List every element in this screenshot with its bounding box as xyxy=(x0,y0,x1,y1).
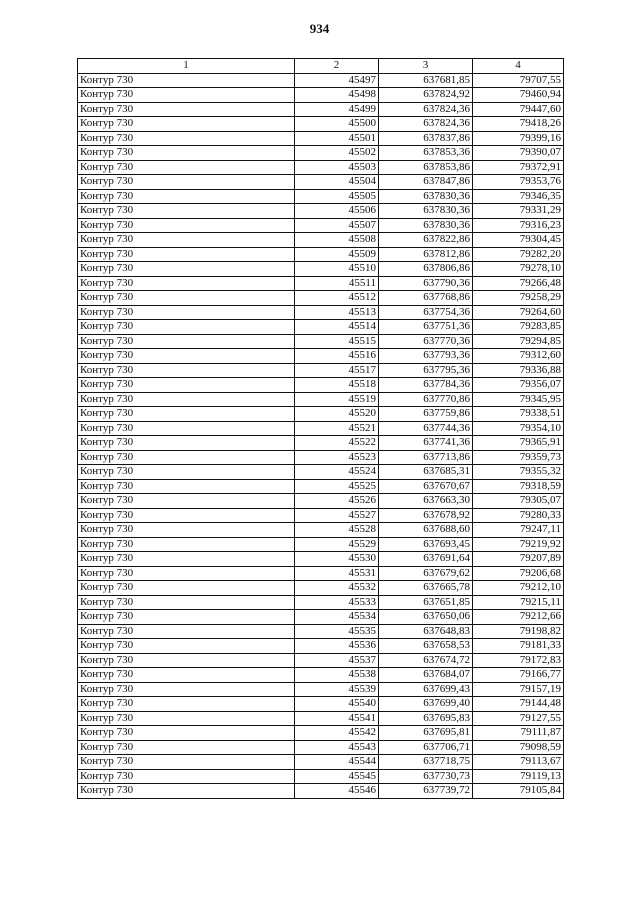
table-row xyxy=(78,291,564,306)
point-number-cell: 45504 xyxy=(295,175,379,190)
table-row xyxy=(78,276,564,291)
x-coordinate-cell: 637754,36 xyxy=(379,305,473,320)
table-row xyxy=(78,392,564,407)
contour-name-cell: Контур 730 xyxy=(78,305,295,320)
table-row xyxy=(78,421,564,436)
y-coordinate-cell: 79331,29 xyxy=(473,204,564,219)
x-coordinate-cell: 637679,62 xyxy=(379,566,473,581)
point-number-cell: 45510 xyxy=(295,262,379,277)
y-coordinate-cell: 79266,48 xyxy=(473,276,564,291)
y-coordinate-cell: 79172,83 xyxy=(473,653,564,668)
table-row xyxy=(78,726,564,741)
x-coordinate-cell: 637688,60 xyxy=(379,523,473,538)
contour-name-cell: Контур 730 xyxy=(78,233,295,248)
x-coordinate-cell: 637806,86 xyxy=(379,262,473,277)
x-coordinate-cell: 637830,36 xyxy=(379,189,473,204)
contour-name-cell: Контур 730 xyxy=(78,349,295,364)
x-coordinate-cell: 637691,64 xyxy=(379,552,473,567)
y-coordinate-cell: 79105,84 xyxy=(473,784,564,799)
y-coordinate-cell: 79157,19 xyxy=(473,682,564,697)
point-number-cell: 45520 xyxy=(295,407,379,422)
contour-name-cell: Контур 730 xyxy=(78,291,295,306)
point-number-cell: 45524 xyxy=(295,465,379,480)
table-row xyxy=(78,262,564,277)
point-number-cell: 45529 xyxy=(295,537,379,552)
x-coordinate-cell: 637741,36 xyxy=(379,436,473,451)
y-coordinate-cell: 79212,66 xyxy=(473,610,564,625)
y-coordinate-cell: 79447,60 xyxy=(473,102,564,117)
x-coordinate-cell: 637695,83 xyxy=(379,711,473,726)
y-coordinate-cell: 79390,07 xyxy=(473,146,564,161)
table-row xyxy=(78,494,564,509)
table-row xyxy=(78,566,564,581)
contour-name-cell: Контур 730 xyxy=(78,117,295,132)
contour-name-cell: Контур 730 xyxy=(78,334,295,349)
y-coordinate-cell: 79304,45 xyxy=(473,233,564,248)
x-coordinate-cell: 637650,06 xyxy=(379,610,473,625)
contour-name-cell: Контур 730 xyxy=(78,392,295,407)
contour-name-cell: Контур 730 xyxy=(78,566,295,581)
point-number-cell: 45534 xyxy=(295,610,379,625)
point-number-cell: 45519 xyxy=(295,392,379,407)
x-coordinate-cell: 637770,86 xyxy=(379,392,473,407)
contour-name-cell: Контур 730 xyxy=(78,653,295,668)
point-number-cell: 45506 xyxy=(295,204,379,219)
contour-name-cell: Контур 730 xyxy=(78,740,295,755)
table-row xyxy=(78,740,564,755)
point-number-cell: 45501 xyxy=(295,131,379,146)
table-row xyxy=(78,320,564,335)
y-coordinate-cell: 79365,91 xyxy=(473,436,564,451)
point-number-cell: 45505 xyxy=(295,189,379,204)
y-coordinate-cell: 79181,33 xyxy=(473,639,564,654)
x-coordinate-cell: 637853,36 xyxy=(379,146,473,161)
contour-name-cell: Контур 730 xyxy=(78,755,295,770)
y-coordinate-cell: 79460,94 xyxy=(473,88,564,103)
y-coordinate-cell: 79247,11 xyxy=(473,523,564,538)
contour-name-cell: Контур 730 xyxy=(78,73,295,88)
contour-name-cell: Контур 730 xyxy=(78,276,295,291)
point-number-cell: 45522 xyxy=(295,436,379,451)
table-row xyxy=(78,233,564,248)
contour-name-cell: Контур 730 xyxy=(78,450,295,465)
table-row xyxy=(78,363,564,378)
table-row xyxy=(78,160,564,175)
x-coordinate-cell: 637693,45 xyxy=(379,537,473,552)
y-coordinate-cell: 79318,59 xyxy=(473,479,564,494)
point-number-cell: 45543 xyxy=(295,740,379,755)
contour-name-cell: Контур 730 xyxy=(78,320,295,335)
table-row xyxy=(78,581,564,596)
x-coordinate-cell: 637837,86 xyxy=(379,131,473,146)
point-number-cell: 45527 xyxy=(295,508,379,523)
y-coordinate-cell: 79113,67 xyxy=(473,755,564,770)
x-coordinate-cell: 637674,72 xyxy=(379,653,473,668)
table-row xyxy=(78,204,564,219)
x-coordinate-cell: 637847,86 xyxy=(379,175,473,190)
point-number-cell: 45539 xyxy=(295,682,379,697)
table-row xyxy=(78,624,564,639)
y-coordinate-cell: 79215,11 xyxy=(473,595,564,610)
x-coordinate-cell: 637784,36 xyxy=(379,378,473,393)
contour-name-cell: Контур 730 xyxy=(78,668,295,683)
x-coordinate-cell: 637751,36 xyxy=(379,320,473,335)
table-row xyxy=(78,102,564,117)
y-coordinate-cell: 79206,68 xyxy=(473,566,564,581)
point-number-cell: 45536 xyxy=(295,639,379,654)
contour-name-cell: Контур 730 xyxy=(78,581,295,596)
y-coordinate-cell: 79219,92 xyxy=(473,537,564,552)
table-row xyxy=(78,189,564,204)
y-coordinate-cell: 79264,60 xyxy=(473,305,564,320)
contour-name-cell: Контур 730 xyxy=(78,465,295,480)
x-coordinate-cell: 637730,73 xyxy=(379,769,473,784)
contour-name-cell: Контур 730 xyxy=(78,88,295,103)
contour-name-cell: Контур 730 xyxy=(78,508,295,523)
point-number-cell: 45530 xyxy=(295,552,379,567)
y-coordinate-cell: 79278,10 xyxy=(473,262,564,277)
point-number-cell: 45512 xyxy=(295,291,379,306)
point-number-cell: 45516 xyxy=(295,349,379,364)
table-row xyxy=(78,334,564,349)
table-row xyxy=(78,450,564,465)
contour-name-cell: Контур 730 xyxy=(78,537,295,552)
y-coordinate-cell: 79212,10 xyxy=(473,581,564,596)
x-coordinate-cell: 637830,36 xyxy=(379,218,473,233)
contour-name-cell: Контур 730 xyxy=(78,697,295,712)
contour-name-cell: Контур 730 xyxy=(78,146,295,161)
y-coordinate-cell: 79346,35 xyxy=(473,189,564,204)
point-number-cell: 45545 xyxy=(295,769,379,784)
x-coordinate-cell: 637822,86 xyxy=(379,233,473,248)
point-number-cell: 45541 xyxy=(295,711,379,726)
column-header-2: 2 xyxy=(295,59,379,74)
x-coordinate-cell: 637793,36 xyxy=(379,349,473,364)
contour-name-cell: Контур 730 xyxy=(78,247,295,262)
point-number-cell: 45540 xyxy=(295,697,379,712)
contour-name-cell: Контур 730 xyxy=(78,160,295,175)
y-coordinate-cell: 79294,85 xyxy=(473,334,564,349)
contour-name-cell: Контур 730 xyxy=(78,682,295,697)
page-number: 934 xyxy=(309,21,330,36)
x-coordinate-cell: 637744,36 xyxy=(379,421,473,436)
y-coordinate-cell: 79198,82 xyxy=(473,624,564,639)
table-row xyxy=(78,769,564,784)
table-row xyxy=(78,349,564,364)
point-number-cell: 45499 xyxy=(295,102,379,117)
x-coordinate-cell: 637790,36 xyxy=(379,276,473,291)
contour-name-cell: Контур 730 xyxy=(78,726,295,741)
table-row xyxy=(78,537,564,552)
point-number-cell: 45526 xyxy=(295,494,379,509)
point-number-cell: 45502 xyxy=(295,146,379,161)
y-coordinate-cell: 79336,88 xyxy=(473,363,564,378)
y-coordinate-cell: 79098,59 xyxy=(473,740,564,755)
contour-name-cell: Контур 730 xyxy=(78,378,295,393)
point-number-cell: 45507 xyxy=(295,218,379,233)
x-coordinate-cell: 637651,85 xyxy=(379,595,473,610)
table-row xyxy=(78,682,564,697)
table-row xyxy=(78,175,564,190)
y-coordinate-cell: 79707,55 xyxy=(473,73,564,88)
contour-name-cell: Контур 730 xyxy=(78,784,295,799)
contour-name-cell: Контур 730 xyxy=(78,523,295,538)
x-coordinate-cell: 637681,85 xyxy=(379,73,473,88)
x-coordinate-cell: 637770,36 xyxy=(379,334,473,349)
point-number-cell: 45497 xyxy=(295,73,379,88)
y-coordinate-cell: 79316,23 xyxy=(473,218,564,233)
x-coordinate-cell: 637768,86 xyxy=(379,291,473,306)
table-row xyxy=(78,247,564,262)
table-row xyxy=(78,595,564,610)
point-number-cell: 45498 xyxy=(295,88,379,103)
table-row xyxy=(78,508,564,523)
point-number-cell: 45528 xyxy=(295,523,379,538)
point-number-cell: 45517 xyxy=(295,363,379,378)
contour-name-cell: Контур 730 xyxy=(78,102,295,117)
point-number-cell: 45514 xyxy=(295,320,379,335)
contour-name-cell: Контур 730 xyxy=(78,421,295,436)
y-coordinate-cell: 79305,07 xyxy=(473,494,564,509)
y-coordinate-cell: 79144,48 xyxy=(473,697,564,712)
table-row xyxy=(78,479,564,494)
x-coordinate-cell: 637684,07 xyxy=(379,668,473,683)
y-coordinate-cell: 79359,73 xyxy=(473,450,564,465)
contour-name-cell: Контур 730 xyxy=(78,494,295,509)
table-row xyxy=(78,88,564,103)
point-number-cell: 45525 xyxy=(295,479,379,494)
point-number-cell: 45513 xyxy=(295,305,379,320)
x-coordinate-cell: 637699,43 xyxy=(379,682,473,697)
column-header-1: 1 xyxy=(78,59,295,74)
x-coordinate-cell: 637795,36 xyxy=(379,363,473,378)
table-row xyxy=(78,639,564,654)
x-coordinate-cell: 637830,36 xyxy=(379,204,473,219)
point-number-cell: 45532 xyxy=(295,581,379,596)
contour-name-cell: Контур 730 xyxy=(78,218,295,233)
contour-name-cell: Контур 730 xyxy=(78,769,295,784)
table-body xyxy=(78,73,564,798)
y-coordinate-cell: 79282,20 xyxy=(473,247,564,262)
table-row xyxy=(78,117,564,132)
contour-name-cell: Контур 730 xyxy=(78,131,295,146)
point-number-cell: 45533 xyxy=(295,595,379,610)
x-coordinate-cell: 637663,30 xyxy=(379,494,473,509)
x-coordinate-cell: 637695,81 xyxy=(379,726,473,741)
contour-name-cell: Контур 730 xyxy=(78,363,295,378)
table-row xyxy=(78,146,564,161)
table-row xyxy=(78,305,564,320)
table-row xyxy=(78,668,564,683)
x-coordinate-cell: 637685,31 xyxy=(379,465,473,480)
column-header-3: 3 xyxy=(379,59,473,74)
contour-name-cell: Контур 730 xyxy=(78,407,295,422)
contour-name-cell: Контур 730 xyxy=(78,175,295,190)
contour-name-cell: Контур 730 xyxy=(78,639,295,654)
y-coordinate-cell: 79355,32 xyxy=(473,465,564,480)
table-row xyxy=(78,73,564,88)
contour-name-cell: Контур 730 xyxy=(78,624,295,639)
y-coordinate-cell: 79111,87 xyxy=(473,726,564,741)
contour-name-cell: Контур 730 xyxy=(78,552,295,567)
y-coordinate-cell: 79312,60 xyxy=(473,349,564,364)
x-coordinate-cell: 637699,40 xyxy=(379,697,473,712)
table-row xyxy=(78,784,564,799)
point-number-cell: 45508 xyxy=(295,233,379,248)
contour-name-cell: Контур 730 xyxy=(78,204,295,219)
contour-name-cell: Контур 730 xyxy=(78,436,295,451)
y-coordinate-cell: 79280,33 xyxy=(473,508,564,523)
point-number-cell: 45521 xyxy=(295,421,379,436)
table-row xyxy=(78,697,564,712)
y-coordinate-cell: 79258,29 xyxy=(473,291,564,306)
point-number-cell: 45544 xyxy=(295,755,379,770)
contour-name-cell: Контур 730 xyxy=(78,189,295,204)
x-coordinate-cell: 637678,92 xyxy=(379,508,473,523)
x-coordinate-cell: 637670,67 xyxy=(379,479,473,494)
table-row xyxy=(78,436,564,451)
y-coordinate-cell: 79166,77 xyxy=(473,668,564,683)
point-number-cell: 45531 xyxy=(295,566,379,581)
table-row xyxy=(78,378,564,393)
table-row xyxy=(78,523,564,538)
table-row xyxy=(78,218,564,233)
x-coordinate-cell: 637824,92 xyxy=(379,88,473,103)
y-coordinate-cell: 79207,89 xyxy=(473,552,564,567)
x-coordinate-cell: 637739,72 xyxy=(379,784,473,799)
point-number-cell: 45500 xyxy=(295,117,379,132)
point-number-cell: 45538 xyxy=(295,668,379,683)
contour-name-cell: Контур 730 xyxy=(78,479,295,494)
x-coordinate-cell: 637812,86 xyxy=(379,247,473,262)
contour-name-cell: Контур 730 xyxy=(78,262,295,277)
table-row xyxy=(78,552,564,567)
y-coordinate-cell: 79354,10 xyxy=(473,421,564,436)
y-coordinate-cell: 79283,85 xyxy=(473,320,564,335)
y-coordinate-cell: 79127,55 xyxy=(473,711,564,726)
y-coordinate-cell: 79418,26 xyxy=(473,117,564,132)
table-row xyxy=(78,465,564,480)
y-coordinate-cell: 79372,91 xyxy=(473,160,564,175)
y-coordinate-cell: 79119,13 xyxy=(473,769,564,784)
y-coordinate-cell: 79399,16 xyxy=(473,131,564,146)
contour-name-cell: Контур 730 xyxy=(78,595,295,610)
point-number-cell: 45546 xyxy=(295,784,379,799)
table-row xyxy=(78,755,564,770)
point-number-cell: 45503 xyxy=(295,160,379,175)
point-number-cell: 45509 xyxy=(295,247,379,262)
contour-name-cell: Контур 730 xyxy=(78,610,295,625)
x-coordinate-cell: 637665,78 xyxy=(379,581,473,596)
point-number-cell: 45537 xyxy=(295,653,379,668)
point-number-cell: 45542 xyxy=(295,726,379,741)
contour-name-cell: Контур 730 xyxy=(78,711,295,726)
point-number-cell: 45535 xyxy=(295,624,379,639)
x-coordinate-cell: 637718,75 xyxy=(379,755,473,770)
y-coordinate-cell: 79345,95 xyxy=(473,392,564,407)
table-row xyxy=(78,407,564,422)
x-coordinate-cell: 637658,53 xyxy=(379,639,473,654)
point-number-cell: 45523 xyxy=(295,450,379,465)
y-coordinate-cell: 79338,51 xyxy=(473,407,564,422)
x-coordinate-cell: 637824,36 xyxy=(379,102,473,117)
table-row xyxy=(78,711,564,726)
coordinates-table xyxy=(77,58,564,799)
table-row xyxy=(78,653,564,668)
point-number-cell: 45518 xyxy=(295,378,379,393)
table-row xyxy=(78,610,564,625)
y-coordinate-cell: 79356,07 xyxy=(473,378,564,393)
x-coordinate-cell: 637713,86 xyxy=(379,450,473,465)
table-row xyxy=(78,131,564,146)
x-coordinate-cell: 637824,36 xyxy=(379,117,473,132)
point-number-cell: 45511 xyxy=(295,276,379,291)
y-coordinate-cell: 79353,76 xyxy=(473,175,564,190)
x-coordinate-cell: 637648,83 xyxy=(379,624,473,639)
x-coordinate-cell: 637706,71 xyxy=(379,740,473,755)
x-coordinate-cell: 637853,86 xyxy=(379,160,473,175)
table-header-row xyxy=(78,59,564,74)
x-coordinate-cell: 637759,86 xyxy=(379,407,473,422)
column-header-4: 4 xyxy=(473,59,564,74)
point-number-cell: 45515 xyxy=(295,334,379,349)
